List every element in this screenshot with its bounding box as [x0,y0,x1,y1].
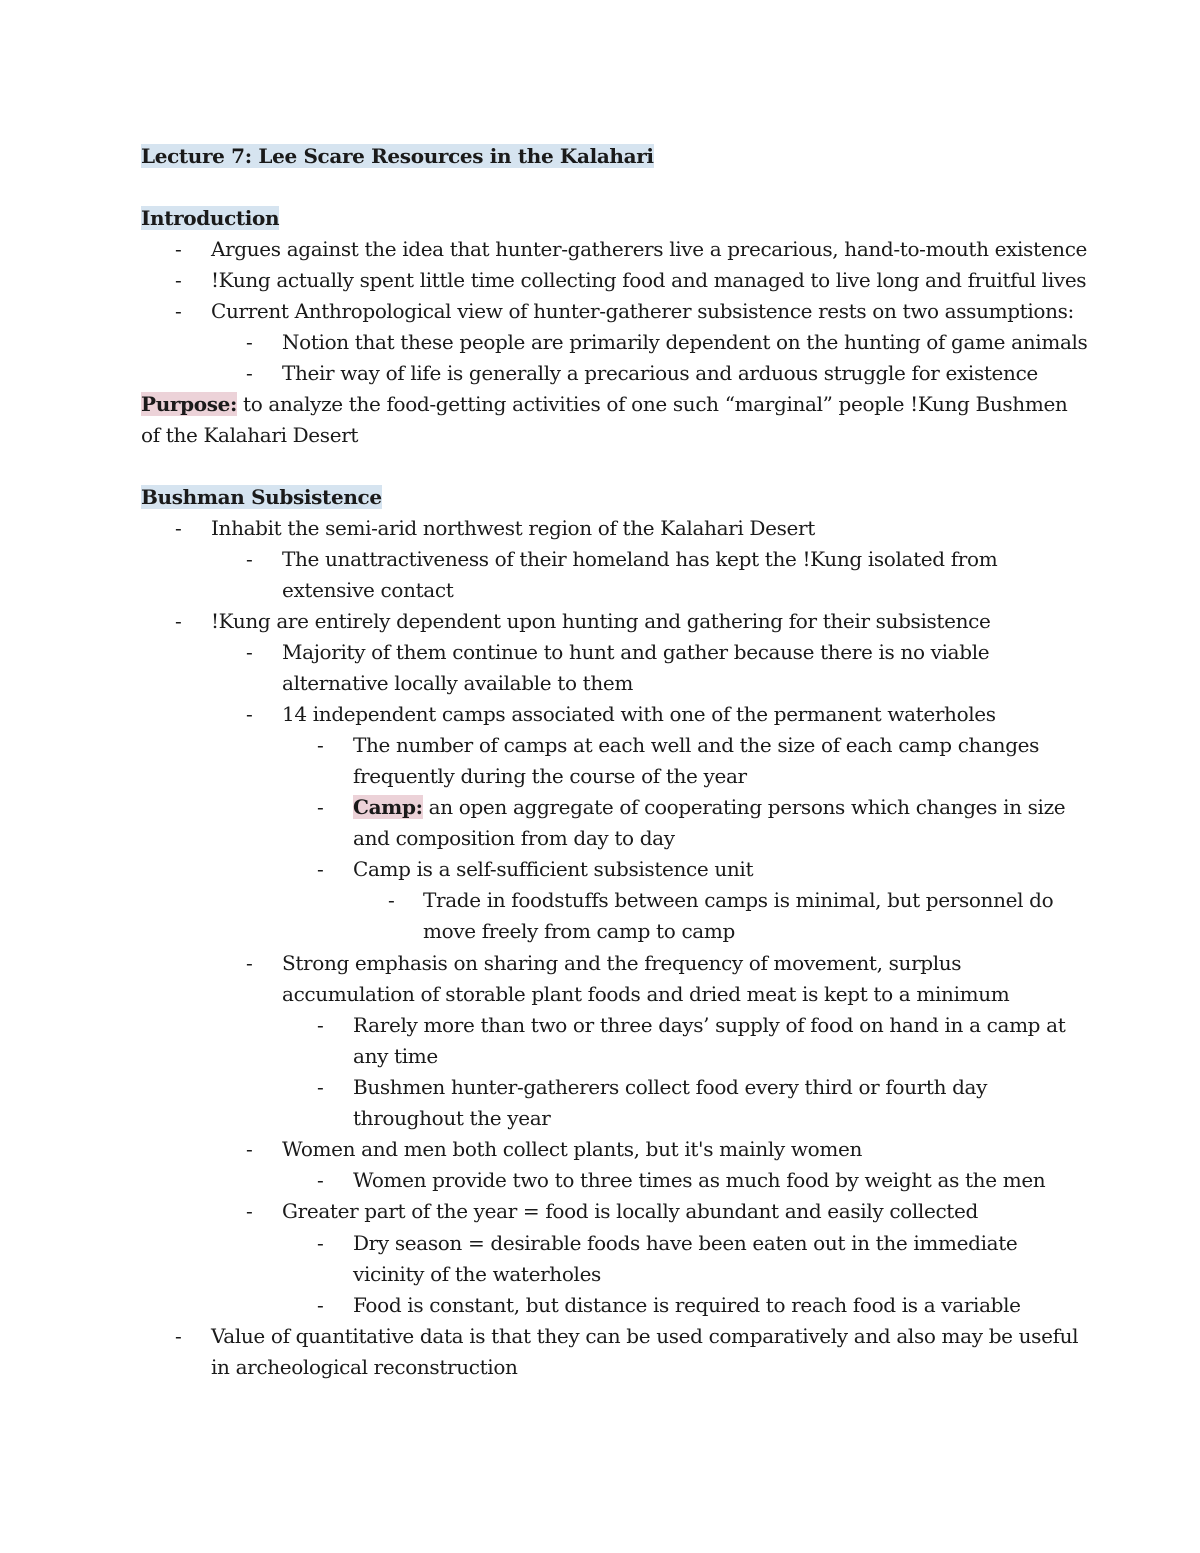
list-item: - !Kung are entirely dependent upon hunting and gathering for their subsistence [175,606,990,637]
bullet-dash: - [246,640,253,664]
list-item: - Inhabit the semi-arid northwest region of the Kalahari Desert [175,513,815,544]
list-item-continued: in archeological reconstruction [211,1355,518,1379]
bullet-dash: - [317,1293,324,1317]
bullet-dash: - [317,1231,324,1255]
bullet-dash: - [175,268,182,292]
bullet-dash: - [175,1324,182,1348]
bullet-dash: - [388,888,395,912]
list-item: - Strong emphasis on sharing and the frequency of movement, surplus [246,948,961,979]
list-item: - Argues against the idea that hunter-gatherers live a precarious, hand-to-mouth existence [175,234,1087,265]
bullet-dash: - [317,1075,324,1099]
camp-label: Camp: [353,795,423,819]
bullet-dash: - [317,795,324,819]
list-item: - The number of camps at each well and the size of each camp changes [317,730,1039,761]
list-item: - Rarely more than two or three days’ supply of food on hand in a camp at [317,1010,1065,1041]
bullet-dash: - [246,361,253,385]
bullet-dash: - [246,1137,253,1161]
list-item-continued: accumulation of storable plant foods and dried meat is kept to a minimum [282,982,1010,1006]
section-heading-introduction: Introduction [141,206,280,230]
bullet-dash: - [175,516,182,540]
list-item: - Their way of life is generally a precarious and arduous struggle for existence [246,358,1038,389]
list-item: - Trade in foodstuffs between camps is minimal, but personnel do [388,885,1053,916]
list-item-continued: throughout the year [353,1106,551,1130]
list-item-continued: alternative locally available to them [282,671,633,695]
list-item: - The unattractiveness of their homeland has kept the !Kung isolated from [246,544,997,575]
list-item: - Camp is a self-sufficient subsistence unit [317,854,753,885]
list-item: - Bushmen hunter-gatherers collect food every third or fourth day [317,1072,987,1103]
list-item: - !Kung actually spent little time collecting food and managed to live long and fruitful lives [175,265,1086,296]
list-item-continued: and composition from day to day [353,826,675,850]
list-item: - Food is constant, but distance is required to reach food is a variable [317,1290,1021,1321]
list-item-continued: extensive contact [282,578,454,602]
bullet-dash: - [246,547,253,571]
bullet-dash: - [317,1168,324,1192]
lecture-title: Lecture 7: Lee Scare Resources in the Kalahari [141,144,654,168]
bullet-dash: - [175,237,182,261]
list-item: - Dry season = desirable foods have been eaten out in the immediate [317,1228,1017,1259]
bullet-dash: - [317,1013,324,1037]
section-heading-bushman-subsistence: Bushman Subsistence [141,485,382,509]
list-item: - Women provide two to three times as much food by weight as the men [317,1165,1045,1196]
bullet-dash: - [246,1199,253,1223]
bullet-dash: - [246,330,253,354]
list-item: - Camp: an open aggregate of cooperating persons which changes in size [317,792,1065,823]
list-item: - 14 independent camps associated with one of the permanent waterholes [246,699,996,730]
bullet-dash: - [317,857,324,881]
bullet-dash: - [175,299,182,323]
list-item-continued: vicinity of the waterholes [353,1262,601,1286]
list-item-continued: move freely from camp to camp [423,919,735,943]
bullet-dash: - [175,609,182,633]
purpose-statement-continued: of the Kalahari Desert [141,423,359,447]
list-item: - Greater part of the year = food is locally abundant and easily collected [246,1196,978,1227]
list-item: - Majority of them continue to hunt and gather because there is no viable [246,637,989,668]
bullet-dash: - [246,702,253,726]
bullet-dash: - [317,733,324,757]
list-item: - Value of quantitative data is that they can be used comparatively and also may be useful [175,1321,1078,1352]
list-item: - Notion that these people are primarily dependent on the hunting of game animals [246,327,1087,358]
list-item-continued: frequently during the course of the year [353,764,747,788]
purpose-statement: Purpose: to analyze the food-getting activities of one such “marginal” people !Kung Bushmen [141,392,1068,416]
bullet-dash: - [246,951,253,975]
list-item: - Women and men both collect plants, but it's mainly women [246,1134,862,1165]
list-item: - Current Anthropological view of hunter-gatherer subsistence rests on two assumptions: [175,296,1074,327]
list-item-continued: any time [353,1044,438,1068]
purpose-label: Purpose: [141,392,238,416]
